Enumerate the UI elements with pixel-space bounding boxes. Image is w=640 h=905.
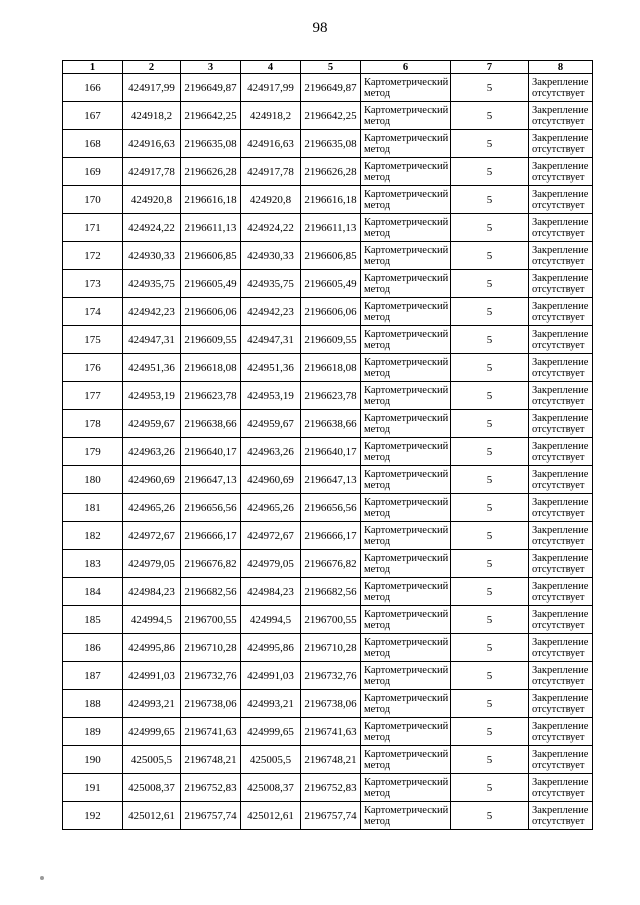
x-coordinate-cell: 424924,22 xyxy=(123,214,181,242)
point-number-cell: 173 xyxy=(63,270,123,298)
y-coordinate-cell: 2196606,85 xyxy=(301,242,361,270)
point-number-cell: 177 xyxy=(63,382,123,410)
y-coordinate-cell: 2196741,63 xyxy=(301,718,361,746)
y-coordinate-cell: 2196666,17 xyxy=(181,522,241,550)
y-coordinate-cell: 2196640,17 xyxy=(301,438,361,466)
fixing-cell: Закрепление отсутствует xyxy=(529,438,593,466)
table-row xyxy=(63,270,593,298)
x-coordinate-cell: 424972,67 xyxy=(123,522,181,550)
x-coordinate-cell: 424963,26 xyxy=(123,438,181,466)
method-cell: Картометрический метод xyxy=(361,410,451,438)
precision-cell: 5 xyxy=(451,298,529,326)
table-row xyxy=(63,214,593,242)
table-row xyxy=(63,438,593,466)
x-coordinate-cell: 424942,23 xyxy=(241,298,301,326)
y-coordinate-cell: 2196609,55 xyxy=(181,326,241,354)
table-row xyxy=(63,74,593,102)
y-coordinate-cell: 2196606,06 xyxy=(301,298,361,326)
x-coordinate-cell: 424972,67 xyxy=(241,522,301,550)
x-coordinate-cell: 424935,75 xyxy=(241,270,301,298)
fixing-cell: Закрепление отсутствует xyxy=(529,466,593,494)
x-coordinate-cell: 424965,26 xyxy=(123,494,181,522)
x-coordinate-cell: 424984,23 xyxy=(241,578,301,606)
table-row xyxy=(63,102,593,130)
precision-cell: 5 xyxy=(451,130,529,158)
y-coordinate-cell: 2196649,87 xyxy=(181,74,241,102)
method-cell: Картометрический метод xyxy=(361,382,451,410)
method-cell: Картометрический метод xyxy=(361,354,451,382)
y-coordinate-cell: 2196732,76 xyxy=(301,662,361,690)
y-coordinate-cell: 2196611,13 xyxy=(181,214,241,242)
fixing-cell: Закрепление отсутствует xyxy=(529,494,593,522)
y-coordinate-cell: 2196635,08 xyxy=(181,130,241,158)
precision-cell: 5 xyxy=(451,774,529,802)
coordinates-table xyxy=(62,60,593,830)
y-coordinate-cell: 2196676,82 xyxy=(301,550,361,578)
y-coordinate-cell: 2196647,13 xyxy=(181,466,241,494)
y-coordinate-cell: 2196609,55 xyxy=(301,326,361,354)
fixing-cell: Закрепление отсутствует xyxy=(529,746,593,774)
fixing-cell: Закрепление отсутствует xyxy=(529,354,593,382)
y-coordinate-cell: 2196611,13 xyxy=(301,214,361,242)
point-number-cell: 180 xyxy=(63,466,123,494)
method-cell: Картометрический метод xyxy=(361,690,451,718)
header-cell: 3 xyxy=(181,61,241,74)
table-row xyxy=(63,326,593,354)
x-coordinate-cell: 424953,19 xyxy=(241,382,301,410)
point-number-cell: 166 xyxy=(63,74,123,102)
y-coordinate-cell: 2196752,83 xyxy=(301,774,361,802)
fixing-cell: Закрепление отсутствует xyxy=(529,718,593,746)
y-coordinate-cell: 2196738,06 xyxy=(181,690,241,718)
x-coordinate-cell: 424965,26 xyxy=(241,494,301,522)
point-number-cell: 179 xyxy=(63,438,123,466)
x-coordinate-cell: 424993,21 xyxy=(241,690,301,718)
y-coordinate-cell: 2196656,56 xyxy=(181,494,241,522)
precision-cell: 5 xyxy=(451,606,529,634)
y-coordinate-cell: 2196676,82 xyxy=(181,550,241,578)
precision-cell: 5 xyxy=(451,690,529,718)
x-coordinate-cell: 424935,75 xyxy=(123,270,181,298)
fixing-cell: Закрепление отсутствует xyxy=(529,802,593,830)
y-coordinate-cell: 2196626,28 xyxy=(301,158,361,186)
margin-dot xyxy=(40,876,44,880)
fixing-cell: Закрепление отсутствует xyxy=(529,102,593,130)
y-coordinate-cell: 2196752,83 xyxy=(181,774,241,802)
x-coordinate-cell: 424917,78 xyxy=(123,158,181,186)
fixing-cell: Закрепление отсутствует xyxy=(529,242,593,270)
header-cell: 7 xyxy=(451,61,529,74)
x-coordinate-cell: 424994,5 xyxy=(123,606,181,634)
header-cell: 2 xyxy=(123,61,181,74)
method-cell: Картометрический метод xyxy=(361,718,451,746)
x-coordinate-cell: 424991,03 xyxy=(123,662,181,690)
x-coordinate-cell: 424916,63 xyxy=(123,130,181,158)
precision-cell: 5 xyxy=(451,158,529,186)
point-number-cell: 168 xyxy=(63,130,123,158)
y-coordinate-cell: 2196710,28 xyxy=(301,634,361,662)
x-coordinate-cell: 425012,61 xyxy=(123,802,181,830)
table-row xyxy=(63,690,593,718)
y-coordinate-cell: 2196642,25 xyxy=(181,102,241,130)
method-cell: Картометрический метод xyxy=(361,270,451,298)
header-cell: 5 xyxy=(301,61,361,74)
method-cell: Картометрический метод xyxy=(361,662,451,690)
x-coordinate-cell: 425005,5 xyxy=(241,746,301,774)
x-coordinate-cell: 424999,65 xyxy=(123,718,181,746)
x-coordinate-cell: 425005,5 xyxy=(123,746,181,774)
x-coordinate-cell: 424917,78 xyxy=(241,158,301,186)
x-coordinate-cell: 424947,31 xyxy=(123,326,181,354)
table-row xyxy=(63,410,593,438)
table-row xyxy=(63,494,593,522)
table-row xyxy=(63,158,593,186)
y-coordinate-cell: 2196682,56 xyxy=(181,578,241,606)
table-row xyxy=(63,382,593,410)
precision-cell: 5 xyxy=(451,186,529,214)
table-row xyxy=(63,298,593,326)
precision-cell: 5 xyxy=(451,354,529,382)
x-coordinate-cell: 424951,36 xyxy=(123,354,181,382)
point-number-cell: 175 xyxy=(63,326,123,354)
method-cell: Картометрический метод xyxy=(361,298,451,326)
y-coordinate-cell: 2196638,66 xyxy=(301,410,361,438)
y-coordinate-cell: 2196757,74 xyxy=(181,802,241,830)
method-cell: Картометрический метод xyxy=(361,214,451,242)
fixing-cell: Закрепление отсутствует xyxy=(529,214,593,242)
x-coordinate-cell: 424995,86 xyxy=(123,634,181,662)
point-number-cell: 184 xyxy=(63,578,123,606)
y-coordinate-cell: 2196623,78 xyxy=(301,382,361,410)
fixing-cell: Закрепление отсутствует xyxy=(529,634,593,662)
y-coordinate-cell: 2196649,87 xyxy=(301,74,361,102)
x-coordinate-cell: 424930,33 xyxy=(123,242,181,270)
fixing-cell: Закрепление отсутствует xyxy=(529,326,593,354)
header-cell: 6 xyxy=(361,61,451,74)
y-coordinate-cell: 2196638,66 xyxy=(181,410,241,438)
method-cell: Картометрический метод xyxy=(361,550,451,578)
fixing-cell: Закрепление отсутствует xyxy=(529,578,593,606)
point-number-cell: 188 xyxy=(63,690,123,718)
x-coordinate-cell: 424918,2 xyxy=(123,102,181,130)
precision-cell: 5 xyxy=(451,466,529,494)
point-number-cell: 167 xyxy=(63,102,123,130)
x-coordinate-cell: 425008,37 xyxy=(123,774,181,802)
method-cell: Картометрический метод xyxy=(361,438,451,466)
y-coordinate-cell: 2196626,28 xyxy=(181,158,241,186)
x-coordinate-cell: 424953,19 xyxy=(123,382,181,410)
table-row xyxy=(63,550,593,578)
y-coordinate-cell: 2196700,55 xyxy=(301,606,361,634)
method-cell: Картометрический метод xyxy=(361,774,451,802)
y-coordinate-cell: 2196605,49 xyxy=(181,270,241,298)
header-cell: 1 xyxy=(63,61,123,74)
y-coordinate-cell: 2196606,06 xyxy=(181,298,241,326)
method-cell: Картометрический метод xyxy=(361,746,451,774)
fixing-cell: Закрепление отсутствует xyxy=(529,410,593,438)
fixing-cell: Закрепление отсутствует xyxy=(529,186,593,214)
x-coordinate-cell: 424916,63 xyxy=(241,130,301,158)
y-coordinate-cell: 2196635,08 xyxy=(301,130,361,158)
fixing-cell: Закрепление отсутствует xyxy=(529,606,593,634)
fixing-cell: Закрепление отсутствует xyxy=(529,522,593,550)
fixing-cell: Закрепление отсутствует xyxy=(529,74,593,102)
fixing-cell: Закрепление отсутствует xyxy=(529,550,593,578)
table-row xyxy=(63,242,593,270)
x-coordinate-cell: 424959,67 xyxy=(123,410,181,438)
y-coordinate-cell: 2196748,21 xyxy=(181,746,241,774)
point-number-cell: 190 xyxy=(63,746,123,774)
x-coordinate-cell: 424995,86 xyxy=(241,634,301,662)
y-coordinate-cell: 2196616,18 xyxy=(181,186,241,214)
fixing-cell: Закрепление отсутствует xyxy=(529,298,593,326)
x-coordinate-cell: 424942,23 xyxy=(123,298,181,326)
point-number-cell: 183 xyxy=(63,550,123,578)
x-coordinate-cell: 424963,26 xyxy=(241,438,301,466)
y-coordinate-cell: 2196682,56 xyxy=(301,578,361,606)
precision-cell: 5 xyxy=(451,494,529,522)
header-cell: 8 xyxy=(529,61,593,74)
method-cell: Картометрический метод xyxy=(361,326,451,354)
table-row xyxy=(63,774,593,802)
precision-cell: 5 xyxy=(451,102,529,130)
y-coordinate-cell: 2196606,85 xyxy=(181,242,241,270)
y-coordinate-cell: 2196623,78 xyxy=(181,382,241,410)
y-coordinate-cell: 2196618,08 xyxy=(301,354,361,382)
point-number-cell: 192 xyxy=(63,802,123,830)
fixing-cell: Закрепление отсутствует xyxy=(529,382,593,410)
x-coordinate-cell: 424960,69 xyxy=(241,466,301,494)
method-cell: Картометрический метод xyxy=(361,494,451,522)
page-number: 98 xyxy=(312,20,328,36)
y-coordinate-cell: 2196647,13 xyxy=(301,466,361,494)
x-coordinate-cell: 424917,99 xyxy=(123,74,181,102)
y-coordinate-cell: 2196700,55 xyxy=(181,606,241,634)
x-coordinate-cell: 424979,05 xyxy=(241,550,301,578)
x-coordinate-cell: 424924,22 xyxy=(241,214,301,242)
y-coordinate-cell: 2196605,49 xyxy=(301,270,361,298)
precision-cell: 5 xyxy=(451,438,529,466)
x-coordinate-cell: 424920,8 xyxy=(241,186,301,214)
method-cell: Картометрический метод xyxy=(361,466,451,494)
precision-cell: 5 xyxy=(451,270,529,298)
precision-cell: 5 xyxy=(451,326,529,354)
y-coordinate-cell: 2196757,74 xyxy=(301,802,361,830)
y-coordinate-cell: 2196710,28 xyxy=(181,634,241,662)
method-cell: Картометрический метод xyxy=(361,74,451,102)
method-cell: Картометрический метод xyxy=(361,102,451,130)
precision-cell: 5 xyxy=(451,410,529,438)
point-number-cell: 176 xyxy=(63,354,123,382)
method-cell: Картометрический метод xyxy=(361,606,451,634)
table-row xyxy=(63,466,593,494)
x-coordinate-cell: 424984,23 xyxy=(123,578,181,606)
precision-cell: 5 xyxy=(451,242,529,270)
method-cell: Картометрический метод xyxy=(361,522,451,550)
table-row xyxy=(63,746,593,774)
table-row xyxy=(63,354,593,382)
fixing-cell: Закрепление отсутствует xyxy=(529,158,593,186)
x-coordinate-cell: 424951,36 xyxy=(241,354,301,382)
x-coordinate-cell: 424993,21 xyxy=(123,690,181,718)
fixing-cell: Закрепление отсутствует xyxy=(529,270,593,298)
y-coordinate-cell: 2196616,18 xyxy=(301,186,361,214)
y-coordinate-cell: 2196732,76 xyxy=(181,662,241,690)
x-coordinate-cell: 425008,37 xyxy=(241,774,301,802)
precision-cell: 5 xyxy=(451,522,529,550)
x-coordinate-cell: 424960,69 xyxy=(123,466,181,494)
point-number-cell: 170 xyxy=(63,186,123,214)
table-row xyxy=(63,718,593,746)
x-coordinate-cell: 424917,99 xyxy=(241,74,301,102)
table-row xyxy=(63,606,593,634)
header-row xyxy=(63,61,593,74)
precision-cell: 5 xyxy=(451,578,529,606)
table-row xyxy=(63,662,593,690)
point-number-cell: 189 xyxy=(63,718,123,746)
point-number-cell: 191 xyxy=(63,774,123,802)
table-row xyxy=(63,578,593,606)
precision-cell: 5 xyxy=(451,718,529,746)
point-number-cell: 182 xyxy=(63,522,123,550)
x-coordinate-cell: 424920,8 xyxy=(123,186,181,214)
fixing-cell: Закрепление отсутствует xyxy=(529,690,593,718)
method-cell: Картометрический метод xyxy=(361,242,451,270)
y-coordinate-cell: 2196666,17 xyxy=(301,522,361,550)
table-row xyxy=(63,186,593,214)
method-cell: Картометрический метод xyxy=(361,802,451,830)
precision-cell: 5 xyxy=(451,382,529,410)
header-cell: 4 xyxy=(241,61,301,74)
y-coordinate-cell: 2196618,08 xyxy=(181,354,241,382)
point-number-cell: 181 xyxy=(63,494,123,522)
table-row xyxy=(63,634,593,662)
precision-cell: 5 xyxy=(451,802,529,830)
point-number-cell: 187 xyxy=(63,662,123,690)
table-body xyxy=(63,74,593,830)
x-coordinate-cell: 424947,31 xyxy=(241,326,301,354)
method-cell: Картометрический метод xyxy=(361,578,451,606)
point-number-cell: 174 xyxy=(63,298,123,326)
table-row xyxy=(63,130,593,158)
method-cell: Картометрический метод xyxy=(361,158,451,186)
y-coordinate-cell: 2196741,63 xyxy=(181,718,241,746)
point-number-cell: 169 xyxy=(63,158,123,186)
x-coordinate-cell: 424994,5 xyxy=(241,606,301,634)
precision-cell: 5 xyxy=(451,74,529,102)
fixing-cell: Закрепление отсутствует xyxy=(529,130,593,158)
y-coordinate-cell: 2196738,06 xyxy=(301,690,361,718)
fixing-cell: Закрепление отсутствует xyxy=(529,662,593,690)
x-coordinate-cell: 424979,05 xyxy=(123,550,181,578)
y-coordinate-cell: 2196640,17 xyxy=(181,438,241,466)
x-coordinate-cell: 425012,61 xyxy=(241,802,301,830)
x-coordinate-cell: 424959,67 xyxy=(241,410,301,438)
point-number-cell: 185 xyxy=(63,606,123,634)
y-coordinate-cell: 2196656,56 xyxy=(301,494,361,522)
point-number-cell: 172 xyxy=(63,242,123,270)
table-row xyxy=(63,802,593,830)
fixing-cell: Закрепление отсутствует xyxy=(529,774,593,802)
method-cell: Картометрический метод xyxy=(361,130,451,158)
point-number-cell: 171 xyxy=(63,214,123,242)
y-coordinate-cell: 2196748,21 xyxy=(301,746,361,774)
precision-cell: 5 xyxy=(451,634,529,662)
point-number-cell: 178 xyxy=(63,410,123,438)
table-row xyxy=(63,522,593,550)
precision-cell: 5 xyxy=(451,550,529,578)
precision-cell: 5 xyxy=(451,662,529,690)
x-coordinate-cell: 424999,65 xyxy=(241,718,301,746)
x-coordinate-cell: 424918,2 xyxy=(241,102,301,130)
point-number-cell: 186 xyxy=(63,634,123,662)
method-cell: Картометрический метод xyxy=(361,634,451,662)
method-cell: Картометрический метод xyxy=(361,186,451,214)
precision-cell: 5 xyxy=(451,746,529,774)
precision-cell: 5 xyxy=(451,214,529,242)
x-coordinate-cell: 424991,03 xyxy=(241,662,301,690)
x-coordinate-cell: 424930,33 xyxy=(241,242,301,270)
y-coordinate-cell: 2196642,25 xyxy=(301,102,361,130)
